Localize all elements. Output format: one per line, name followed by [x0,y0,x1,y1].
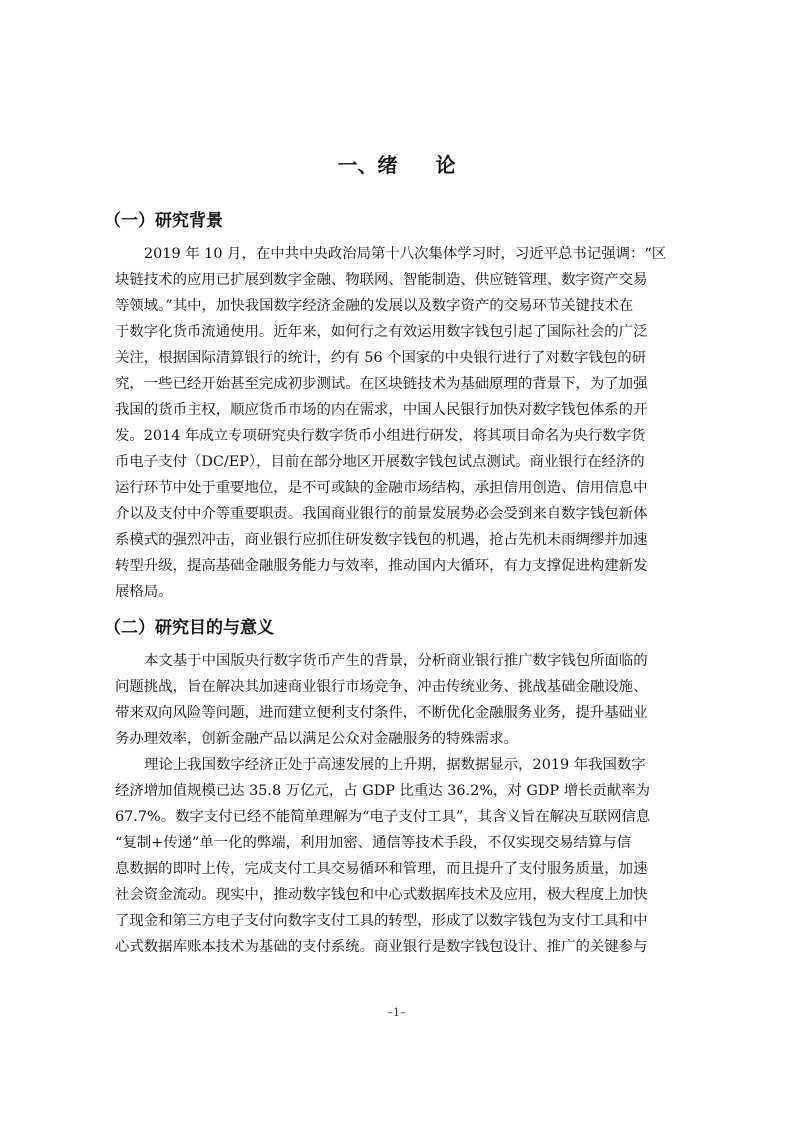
text-line: 展格局。 [115,584,173,600]
text-line: 67.7%。数字支付已经不能简单理解为“电子支付工具”，其含义旨在解决互联网信息 [115,809,651,825]
text-line: 息数据的即时上传，完成支付工具交易循环和管理，而且提升了支付服务质量，加速 [115,861,648,877]
text-line: 务办理效率，创新金融产品以满足公众对金融服务的特殊需求。 [115,731,518,747]
text-line: “复制+传递”单一化的弊端，利用加密、通信等技术手段，不仅实现交易结算与信 [115,835,632,851]
text-line: 块链技术的应用已扩展到数字金融、物联网、智能制造、供应链管理、数字资产交易 [115,272,648,288]
paragraph-purpose [115,648,685,752]
text-line: 问题挑战，旨在解决其加速商业银行市场竞争、冲击传统业务、挑战基础金融设施、 [115,679,648,695]
text-line: 关注，根据国际清算银行的统计，约有 56 个国家的中央银行进行了对数字钱包的研 [115,350,647,366]
text-line: 于数字化货币流通使用。近年来，如何行之有效运用数字钱包引起了国际社会的广泛 [115,324,648,340]
text-line: 理论上我国数字经济正处于高速发展的上升期，据数据显示，2019 年我国数字 [144,757,646,773]
text-line: 社会资金流动。现实中，推动数字钱包和中心式数据库技术及应用，极大程度上加快 [115,887,648,903]
text-line: 究，一些已经开始甚至完成初步测试。在区块链技术为基础原理的背景下，为了加强 [115,376,648,392]
text-line: 2019 年 10 月，在中共中央政治局第十八次集体学习时，习近平总书记强调：“区 [144,246,667,262]
text-line: 发。2014 年成立专项研究央行数字货币小组进行研发，将其项目命名为央行数字货 [115,428,646,444]
section-heading-purpose: （二）研究目的与意义 [104,618,274,638]
text-line: 心式数据库账本技术为基础的支付系统。商业银行是数字钱包设计、推广的关键参与 [115,939,648,955]
text-line: 转型升级，提高基础金融服务能力与效率，推动国内大循环，有力支撑促进构建新发 [115,558,648,574]
text-line: 币电子支付（DC/EP），目前在部分地区开展数字钱包试点测试。商业银行在经济的 [115,454,645,470]
text-line: 运行环节中处于重要地位，是不可或缺的金融市场结构，承担信用创造、信用信息中 [115,480,648,496]
text-line: 等领域。”其中，加快我国数字经济金融的发展以及数字资产的交易环节关键技术在 [115,298,634,314]
text-line: 带来双向风险等问题，进而建立便利支付条件，不断优化金融服务业务，提升基础业 [115,705,648,721]
paragraph-significance [115,752,685,960]
chapter-title-part1: 一、绪 [337,153,398,177]
text-line: 我国的货币主权，顺应货币市场的内在需求，中国人民银行加快对数字钱包体系的开 [115,402,648,418]
section-heading-background: （一）研究背景 [104,211,223,231]
text-line: 系模式的强烈冲击，商业银行应抓住研发数字钱包的机遇，抢占先机未雨绸缪并加速 [115,532,648,548]
chapter-title [0,150,793,180]
text-line: 了现金和第三方电子支付向数字支付工具的转型，形成了以数字钱包为支付工具和中 [115,913,648,929]
text-line: 本文基于中国版央行数字货币产生的背景，分析商业银行推广数字钱包所面临的 [144,653,648,669]
chapter-title-part2: 论 [435,153,456,177]
page-number: –1– [387,1006,406,1019]
text-line: 经济增加值规模已达 35.8 万亿元，占 GDP 比重达 36.2%，对 GDP 增长贡献率为 [115,783,650,799]
paragraph-background [115,241,685,605]
text-line: 介以及支付中介等重要职责。我国商业银行的前景发展势必会受到来自数字钱包新体 [115,506,648,522]
